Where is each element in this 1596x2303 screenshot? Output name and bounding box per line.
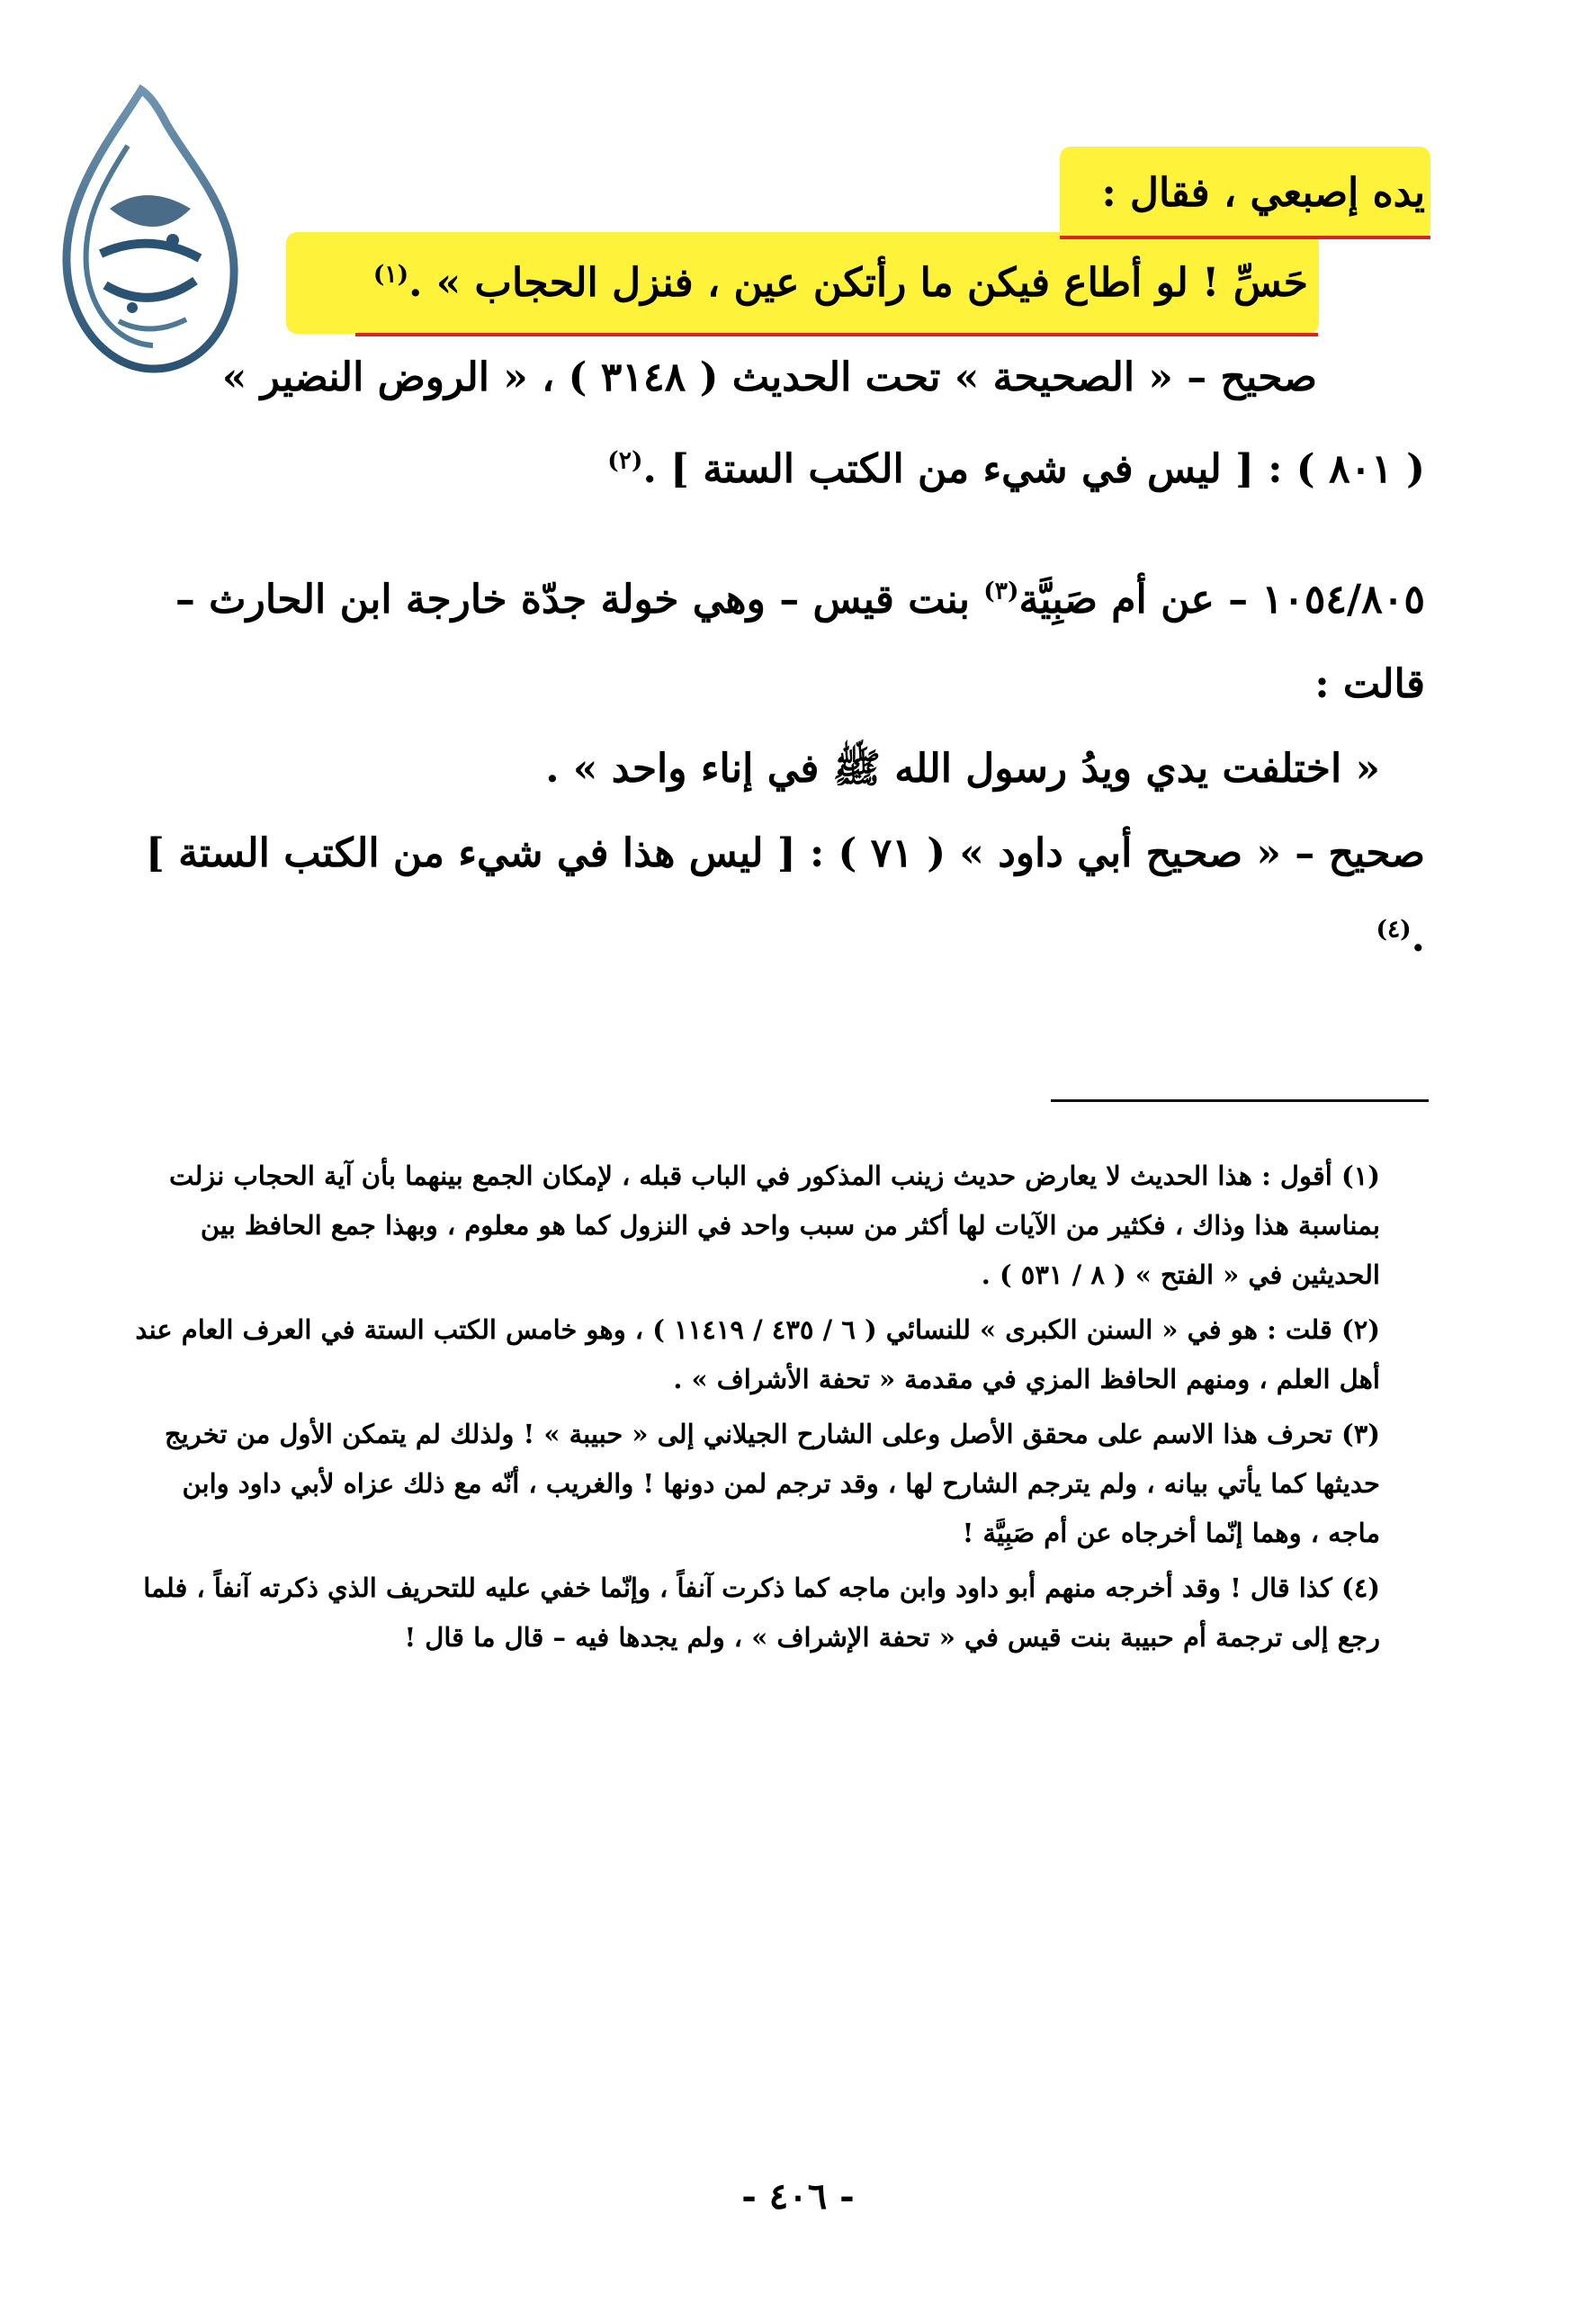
hadith-number: ١٠٥٤/٨٠٥: [1261, 577, 1425, 623]
hadith-text: « اختلفت يدي ويدُ رسول الله ﷺ في إناء واحد » .: [545, 746, 1380, 792]
footnote-1: (١) أقول : هذا الحديث لا يعارض حديث زينب المذكور في الباب قبله ، لإمكان الجمع بينهما بأن آية الحجاب نزلت بمناسبة هذا وذاك ، فكثير من الآيات لها أكثر من سبب واحد في النزول كما هو معلوم ، وبهذا جمع الحافظ بين الحديثين في « الفتح » ( ٨ / ٥٣١ ) .: [168, 1160, 1380, 1290]
main-line-2: حَسِّ ! لو أطاع فيكن ما رأتكن عين ، فنزل الحجاب » .$^{(١)}$: [372, 260, 1308, 306]
calligraphy-logo-icon: [56, 83, 245, 380]
footnote-ref-1: (١): [372, 260, 409, 289]
footnote-ref-3: (٣): [983, 577, 1019, 605]
underline-line-1: [1060, 236, 1430, 239]
hadith-block: ١٠٥٤/٨٠٥ – عن أم صَبِيَّة$^{(٣)}$ بنت قيس – وهي خولة جدّة خارجة ابن الحارث – قالت : « اختلفت يدي ويدُ رسول الله ﷺ في إناء واحد » . صحيح – « صحيح أبي داود » ( ٧١ ) : [ ليس هذا في شيء من الكتب الستة ] .$^{(٤)}$: [126, 558, 1425, 981]
footnotes: [126, 1152, 1425, 1668]
footnote-2: (٢) قلت : هو في « السنن الكبرى » للنسائي ( ٦ / ٤٣٥ / ١١٤١٩ ) ، وهو خامس الكتب الستة في العرف العام عند أهل العلم ، ومنهم الحافظ المزي في مقدمة « تحفة الأشراف » .: [135, 1314, 1380, 1394]
main-line-4: ( ٨٠١ ) : [ ليس في شيء من الكتب الستة ] .$^{(٢)}$: [607, 446, 1425, 492]
main-line-1: يده إصبعي ، فقال :: [1101, 170, 1425, 216]
main-line-3: صحيح – « الصحيحة » تحت الحديث ( ٣١٤٨ ) ، « الروض النضير »: [221, 354, 1317, 400]
underline-line-2: [355, 333, 1318, 336]
footnote-3: (٣) تحرف هذا الاسم على محقق الأصل وعلى الشارح الجيلاني إلى « حبيبة » ! ولذلك لم يتمكن الأول من تخريج حديثها كما يأتي بيانه ، ولم يترجم الشارح لها ، وقد ترجم لمن دونها ! والغريب ، أنّه مع ذلك عزاه لأبي داود وابن ماجه ، وهما إنّما أخرجاه عن أم صَبِيَّة !: [164, 1419, 1380, 1548]
footnote-ref-2: (٢): [607, 446, 643, 475]
footnote-4: (٤) كذا قال ! وقد أخرجه منهم أبو داود وابن ماجه كما ذكرت آنفاً ، وإنّما خفي عليه للتحريف الذي ذكرته آنفاً ، فلما رجع إلى ترجمة أم حبيبة بنت قيس في « تحفة الإشراف » ، ولم يجدها فيه – قال ما قال !: [143, 1573, 1380, 1653]
page-number: - ٤٠٦ -: [741, 2175, 855, 2218]
footnote-ref-4: (٤): [1376, 915, 1412, 944]
footnote-separator: [1051, 1099, 1429, 1102]
grading-text: صحيح – « صحيح أبي داود » ( ٧١ ) : [ ليس هذا في شيء من الكتب الستة ] .: [146, 830, 1425, 961]
